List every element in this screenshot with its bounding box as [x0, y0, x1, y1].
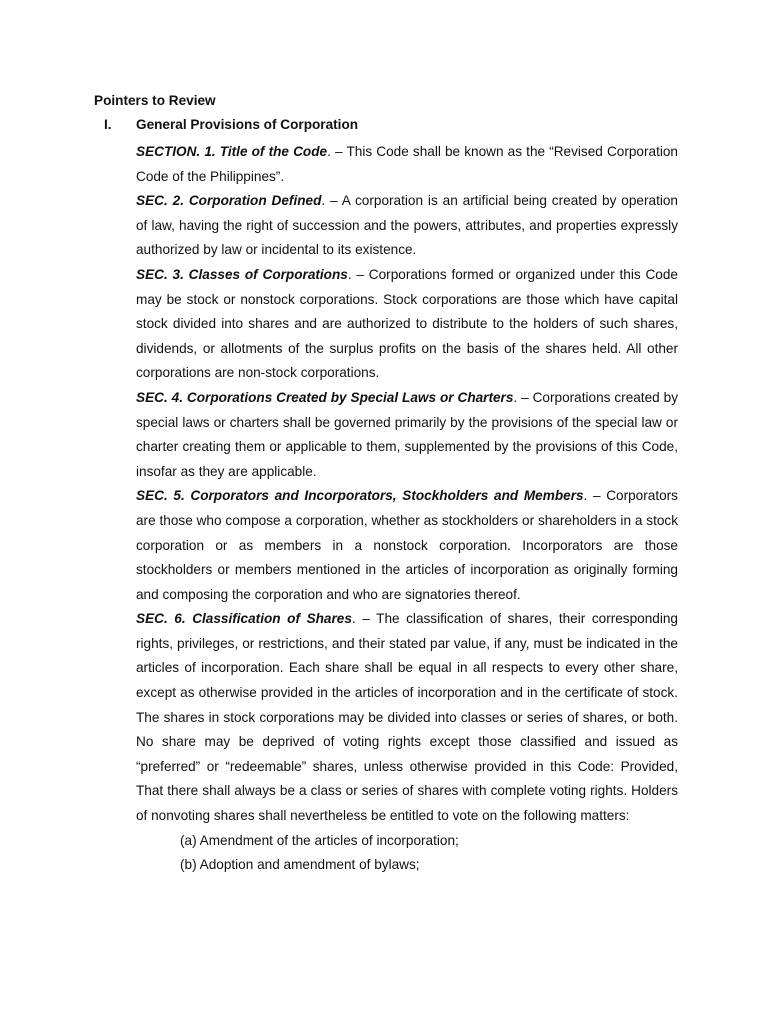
- section-3: [136, 263, 678, 386]
- section-5: [136, 484, 678, 607]
- section-heading: SECTION. 1. Title of the Code: [136, 144, 328, 159]
- section-heading: SEC. 5. Corporators and Incorporators, Stockholders and Members: [136, 488, 584, 504]
- list-item-a: (a) Amendment of the articles of incorporation;: [180, 832, 459, 848]
- document-body: [136, 140, 678, 878]
- part-title: General Provisions of Corporation: [136, 117, 359, 132]
- section-text: . – Corporations created by special laws or charters shall be governed primarily by the provisions of the special law or charter creating them or applicable to them, supplemented by the provisions of this Code, insofar as they are applicable.: [136, 389, 678, 479]
- section-heading: SEC. 2. Corporation Defined: [136, 193, 322, 209]
- section-text: . – This Code shall be known as the “Revised Corporation Code of the Philippines”.: [136, 144, 678, 184]
- section-1: [136, 140, 678, 189]
- document-title: Pointers to Review: [94, 93, 216, 108]
- section-text: . – The classification of shares, their corresponding rights, privileges, or restrictions, and their stated par value, if any, must be indicated in the articles of incorporation. Each share shall be equal in all respects to every other share, except as otherwise provided in the articles of incorporation and in the certificate of stock. The shares in stock corporations may be divided into classes or series of shares, or both. No share may be deprived of voting rights except those classified and issued as “preferred” or “redeemable” shares, unless otherwise provided in this Code: Provided, That there shall always be a class or series of shares with complete voting rights. Holders of nonvoting shares shall nevertheless be entitled to vote on the following matters:: [136, 611, 678, 824]
- section-4: [136, 386, 678, 484]
- section-text: . – A corporation is an artificial being created by operation of law, having the right of succession and the powers, attributes, and properties expressly authorized by law or incidental to its existence.: [136, 193, 678, 258]
- section-heading: SEC. 6. Classification of Shares: [136, 611, 352, 627]
- list-item-b: (b) Adoption and amendment of bylaws;: [180, 857, 420, 873]
- section-6: [136, 607, 678, 828]
- part-number: I.: [104, 117, 112, 132]
- section-2: [136, 189, 678, 263]
- section-heading: SEC. 4. Corporations Created by Special Laws or Charters: [136, 389, 514, 405]
- section-heading: SEC. 3. Classes of Corporations: [136, 266, 348, 282]
- part-heading: [104, 116, 358, 134]
- section-text: . – Corporators are those who compose a corporation, whether as stockholders or shareholders in a stock corporation or as members in a nonstock corporation. Incorporators are those stockholders or members mentioned in the articles of incorporation as originally forming and composing the corporation and who are signatories thereof.: [136, 488, 678, 602]
- section-text: . – Corporations formed or organized under this Code may be stock or nonstock corporations. Stock corporations are those which have capital stock divided into shares and are authorized to distribute to the holders of such shares, dividends, or allotments of the surplus profits on the basis of the shares held. All other corporations are non-stock corporations.: [136, 266, 678, 381]
